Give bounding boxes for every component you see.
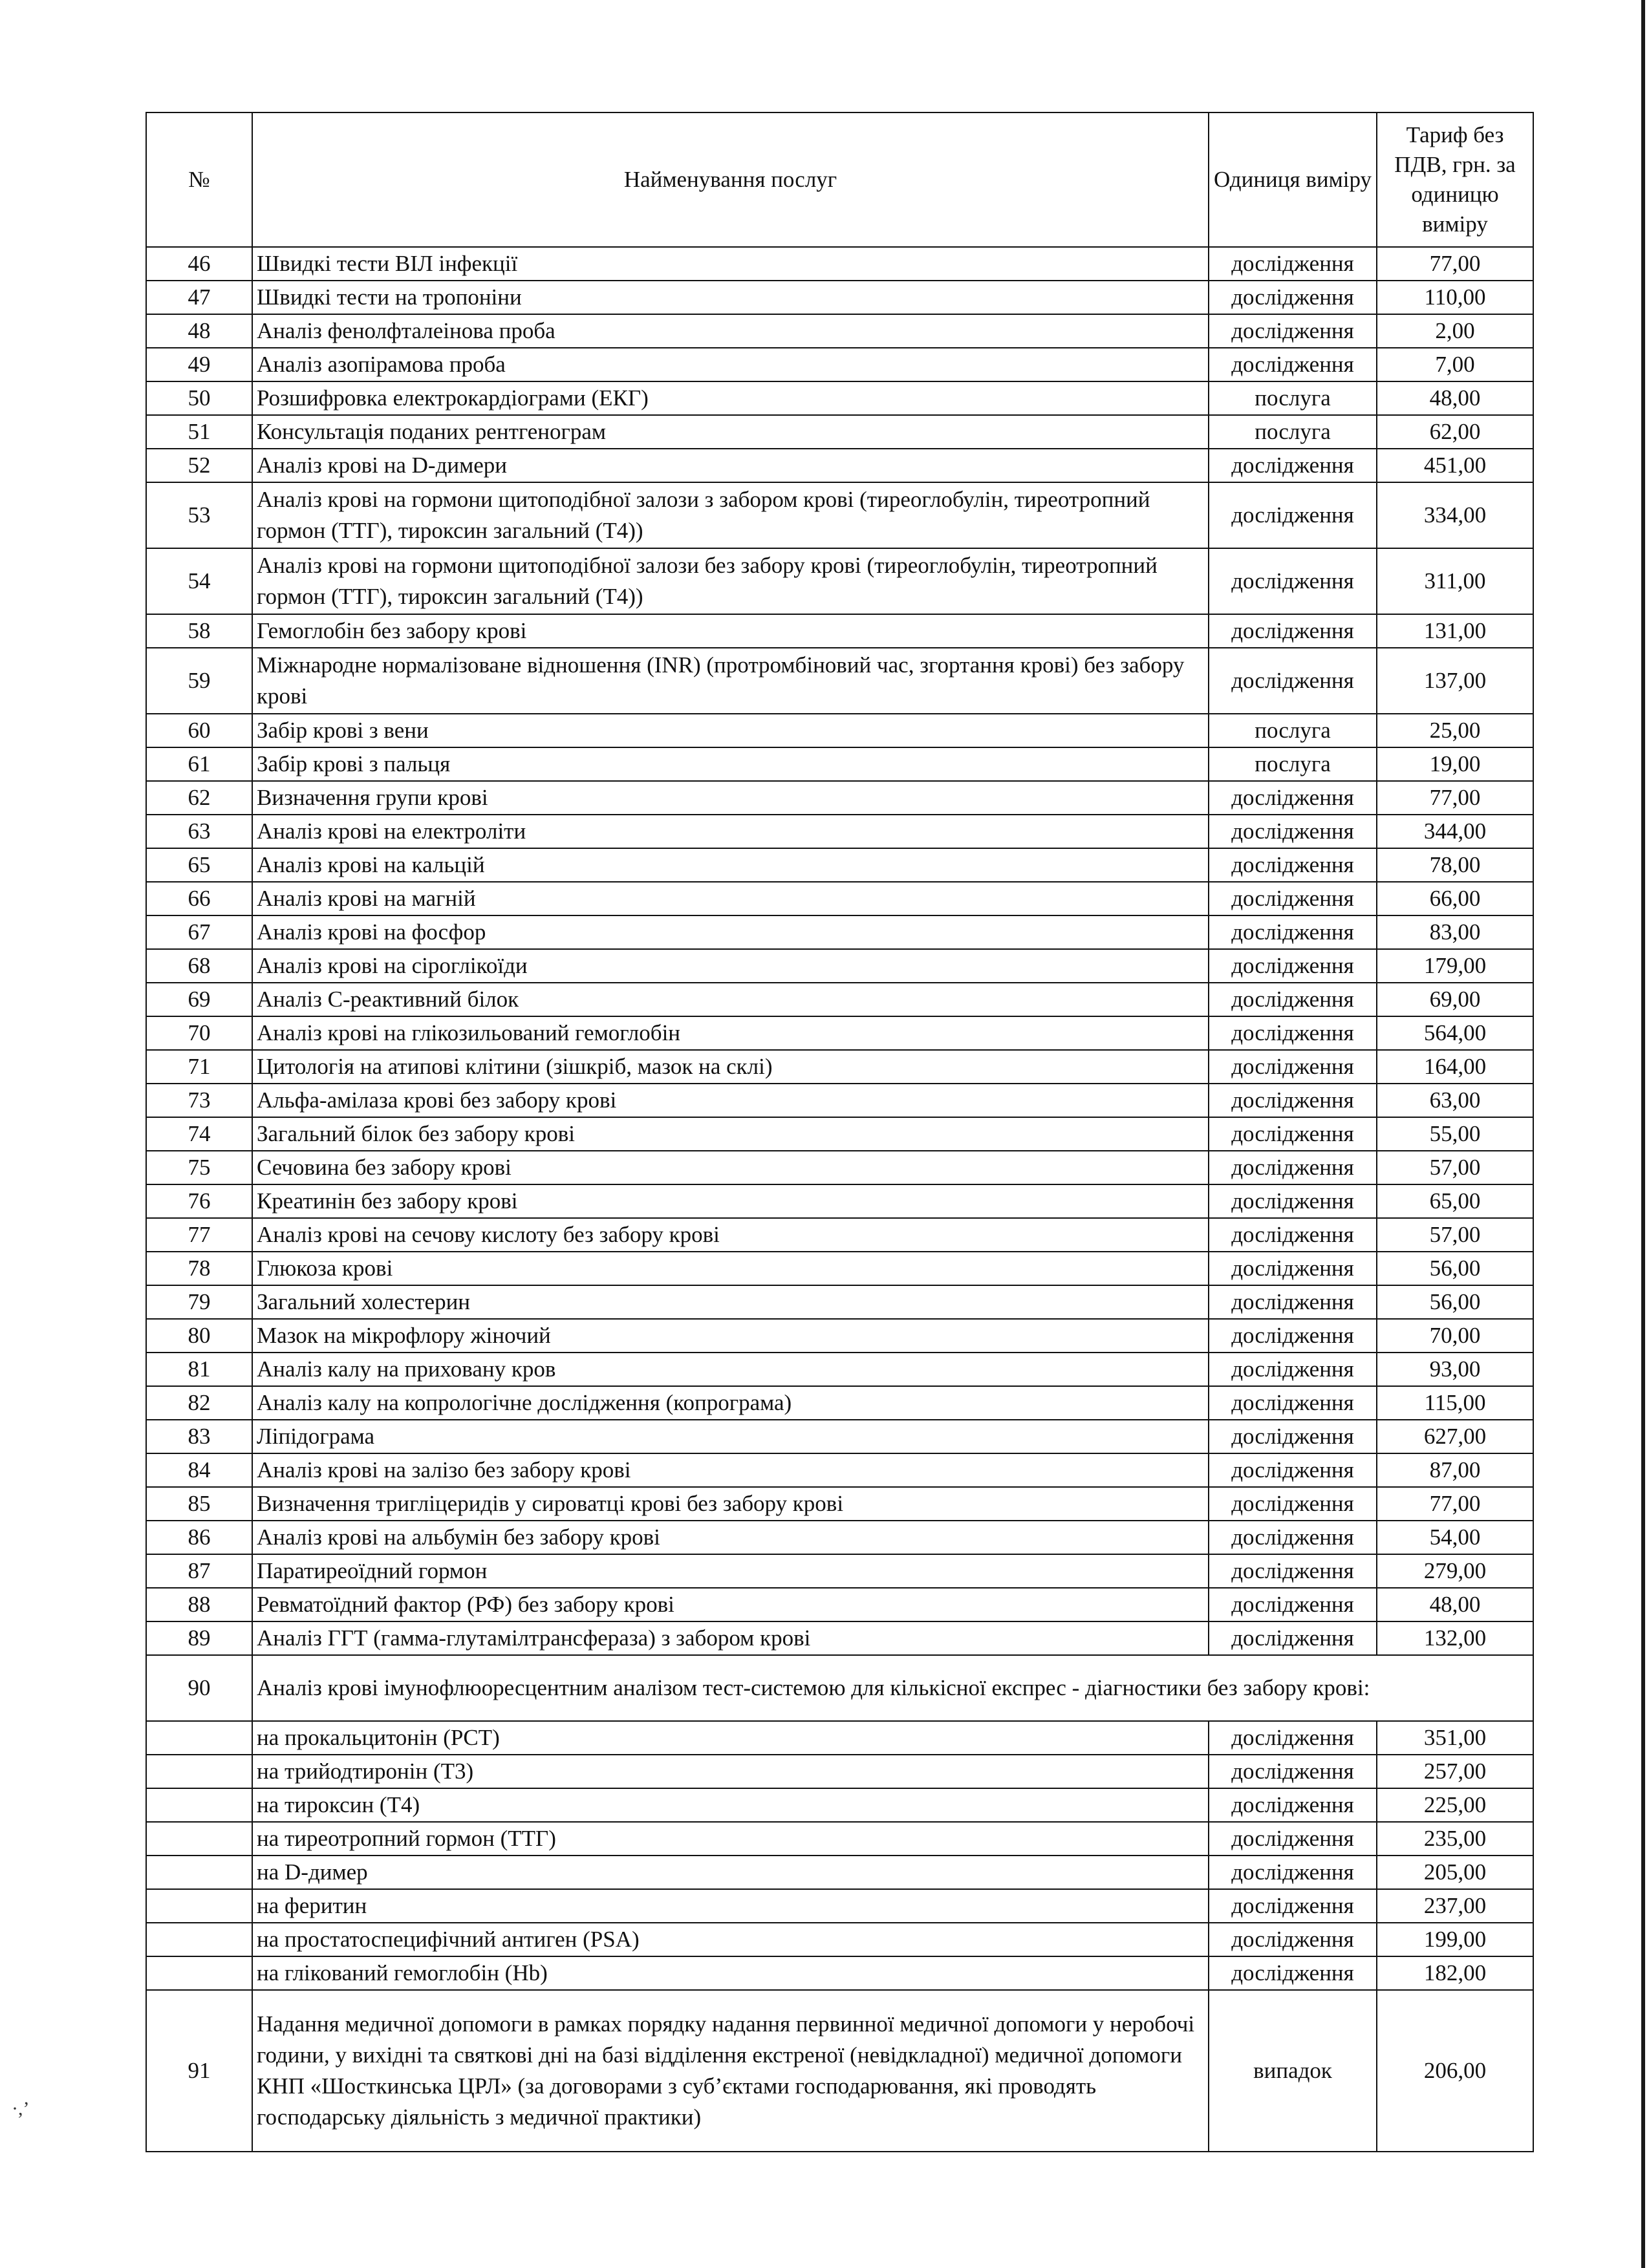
row-number: 84 — [146, 1453, 252, 1487]
group-90-item-row — [146, 1956, 1533, 1990]
service-name: Ліпідограма — [252, 1420, 1209, 1453]
service-price: 77,00 — [1377, 781, 1533, 815]
service-name: Аналіз С-реактивний білок — [252, 983, 1209, 1016]
group-90-item-unit: дослідження — [1209, 1822, 1377, 1856]
service-name: Креатинін без забору крові — [252, 1184, 1209, 1218]
service-name: Сечовина без забору крові — [252, 1151, 1209, 1184]
service-price: 78,00 — [1377, 848, 1533, 882]
group-90-item-number-empty — [146, 1856, 252, 1889]
service-unit: дослідження — [1209, 449, 1377, 482]
table-row — [146, 1353, 1533, 1386]
group-90-item-unit: дослідження — [1209, 1856, 1377, 1889]
service-unit: дослідження — [1209, 781, 1377, 815]
row-number: 74 — [146, 1117, 252, 1151]
service-name: Аналіз ГГТ (гамма-глутамілтрансфераза) з забором крові — [252, 1621, 1209, 1655]
service-name: Альфа-амілаза крові без забору крові — [252, 1084, 1209, 1117]
service-price: 279,00 — [1377, 1554, 1533, 1588]
table-row-91 — [146, 1990, 1533, 2152]
row-number: 52 — [146, 449, 252, 482]
service-name: Аналіз крові на гормони щитоподібної залози з забором крові (тиреоглобулін, тиреотропний гормон (ТТГ), тироксин загальний (Т4)) — [252, 482, 1209, 548]
service-unit: дослідження — [1209, 815, 1377, 848]
table-row — [146, 348, 1533, 381]
service-unit: дослідження — [1209, 314, 1377, 348]
service-price: 48,00 — [1377, 381, 1533, 415]
service-name: Аналіз крові на гормони щитоподібної залози без забору крові (тиреоглобулін, тиреотропний гормон (ТТГ), тироксин загальний (Т4)) — [252, 548, 1209, 614]
service-unit: дослідження — [1209, 648, 1377, 714]
tariff-table-wrapper — [146, 112, 1533, 2152]
table-row — [146, 1050, 1533, 1084]
service-unit: дослідження — [1209, 548, 1377, 614]
service-price: 2,00 — [1377, 314, 1533, 348]
service-price: 344,00 — [1377, 815, 1533, 848]
service-price: 451,00 — [1377, 449, 1533, 482]
group-90-item-name: на простатоспецифічний антиген (PSA) — [252, 1923, 1209, 1956]
service-price: 57,00 — [1377, 1218, 1533, 1252]
table-row — [146, 1621, 1533, 1655]
row-number: 60 — [146, 714, 252, 747]
group-90-item-price: 225,00 — [1377, 1788, 1533, 1822]
service-price: 70,00 — [1377, 1319, 1533, 1353]
service-unit: дослідження — [1209, 1117, 1377, 1151]
header-price: Тариф без ПДВ, грн. за одиницю виміру — [1377, 112, 1533, 247]
service-unit: дослідження — [1209, 882, 1377, 915]
service-unit: дослідження — [1209, 1050, 1377, 1084]
service-unit: дослідження — [1209, 1319, 1377, 1353]
service-price: 7,00 — [1377, 348, 1533, 381]
table-row — [146, 983, 1533, 1016]
row-number: 65 — [146, 848, 252, 882]
service-unit: дослідження — [1209, 1084, 1377, 1117]
service-name: Аналіз крові на залізо без забору крові — [252, 1453, 1209, 1487]
service-name: Гемоглобін без забору крові — [252, 614, 1209, 648]
service-name: Ревматоїдний фактор (РФ) без забору крові — [252, 1588, 1209, 1621]
table-row — [146, 482, 1533, 548]
service-unit: дослідження — [1209, 949, 1377, 983]
table-header-row — [146, 112, 1533, 247]
service-unit: дослідження — [1209, 1285, 1377, 1319]
group-90-item-number-empty — [146, 1889, 252, 1923]
row-number: 54 — [146, 548, 252, 614]
service-name: Аналіз крові на сіроглікоїди — [252, 949, 1209, 983]
row-number: 63 — [146, 815, 252, 848]
group-90-item-row — [146, 1856, 1533, 1889]
group-90-item-name: на D-димер — [252, 1856, 1209, 1889]
table-row — [146, 915, 1533, 949]
service-name: Аналіз калу на копрологічне дослідження (копрограма) — [252, 1386, 1209, 1420]
service-unit: дослідження — [1209, 1420, 1377, 1453]
service-name: Визначення групи крові — [252, 781, 1209, 815]
table-row — [146, 1386, 1533, 1420]
service-unit: дослідження — [1209, 348, 1377, 381]
row-number: 76 — [146, 1184, 252, 1218]
table-row — [146, 1554, 1533, 1588]
service-unit: дослідження — [1209, 1487, 1377, 1521]
service-price: 164,00 — [1377, 1050, 1533, 1084]
service-name: Аналіз крові на сечову кислоту без забору крові — [252, 1218, 1209, 1252]
row-number: 80 — [146, 1319, 252, 1353]
group-90-number: 90 — [146, 1655, 252, 1721]
group-90-item-number-empty — [146, 1788, 252, 1822]
table-row — [146, 415, 1533, 449]
group-90-item-name: на прокальцитонін (PCT) — [252, 1721, 1209, 1755]
service-unit: дослідження — [1209, 1453, 1377, 1487]
service-price: 110,00 — [1377, 281, 1533, 314]
group-90-item-name: на феритин — [252, 1889, 1209, 1923]
service-unit: дослідження — [1209, 1386, 1377, 1420]
group-90-item-row — [146, 1721, 1533, 1755]
row-number: 73 — [146, 1084, 252, 1117]
service-unit: послуга — [1209, 714, 1377, 747]
service-price: 83,00 — [1377, 915, 1533, 949]
service-name: Розшифровка електрокардіограми (ЕКГ) — [252, 381, 1209, 415]
group-90-item-name: на тироксин (Т4) — [252, 1788, 1209, 1822]
group-90-item-row — [146, 1889, 1533, 1923]
row-number: 67 — [146, 915, 252, 949]
table-body — [146, 247, 1533, 2152]
group-90-item-unit: дослідження — [1209, 1956, 1377, 1990]
table-row — [146, 1319, 1533, 1353]
service-price: 56,00 — [1377, 1252, 1533, 1285]
group-90-item-row — [146, 1923, 1533, 1956]
service-price: 311,00 — [1377, 548, 1533, 614]
service-unit: дослідження — [1209, 281, 1377, 314]
service-unit: дослідження — [1209, 482, 1377, 548]
header-num: № — [146, 112, 252, 247]
group-90-item-unit: дослідження — [1209, 1889, 1377, 1923]
row-number: 83 — [146, 1420, 252, 1453]
row-number: 71 — [146, 1050, 252, 1084]
table-row — [146, 714, 1533, 747]
service-price: 56,00 — [1377, 1285, 1533, 1319]
service-unit: дослідження — [1209, 614, 1377, 648]
service-price: 137,00 — [1377, 648, 1533, 714]
row-number: 82 — [146, 1386, 252, 1420]
service-price: 55,00 — [1377, 1117, 1533, 1151]
service-name: Цитологія на атипові клітини (зішкріб, мазок на склі) — [252, 1050, 1209, 1084]
row-number: 49 — [146, 348, 252, 381]
table-row — [146, 747, 1533, 781]
service-price: 115,00 — [1377, 1386, 1533, 1420]
header-service-name: Найменування послуг — [252, 112, 1209, 247]
service-name: Аналіз крові на D-димери — [252, 449, 1209, 482]
service-name: Аналіз фенолфталеінова проба — [252, 314, 1209, 348]
row-number: 62 — [146, 781, 252, 815]
group-90-item-unit: дослідження — [1209, 1755, 1377, 1788]
service-unit: дослідження — [1209, 1521, 1377, 1554]
row-number: 75 — [146, 1151, 252, 1184]
service-price: 48,00 — [1377, 1588, 1533, 1621]
table-row — [146, 1016, 1533, 1050]
table-row — [146, 381, 1533, 415]
service-name: Загальний білок без забору крові — [252, 1117, 1209, 1151]
row-number: 50 — [146, 381, 252, 415]
service-unit: дослідження — [1209, 1554, 1377, 1588]
row-number: 86 — [146, 1521, 252, 1554]
group-90-item-number-empty — [146, 1755, 252, 1788]
table-row — [146, 314, 1533, 348]
service-price: 25,00 — [1377, 714, 1533, 747]
service-unit: дослідження — [1209, 983, 1377, 1016]
row-number: 59 — [146, 648, 252, 714]
service-price: 93,00 — [1377, 1353, 1533, 1386]
service-unit: дослідження — [1209, 1184, 1377, 1218]
service-unit: послуга — [1209, 747, 1377, 781]
service-unit: дослідження — [1209, 1353, 1377, 1386]
service-unit: дослідження — [1209, 1218, 1377, 1252]
table-row — [146, 815, 1533, 848]
table-row — [146, 1184, 1533, 1218]
group-90-item-price: 237,00 — [1377, 1889, 1533, 1923]
service-price: 77,00 — [1377, 247, 1533, 281]
row-number: 70 — [146, 1016, 252, 1050]
row-number: 87 — [146, 1554, 252, 1588]
service-price: 131,00 — [1377, 614, 1533, 648]
group-90-item-price: 199,00 — [1377, 1923, 1533, 1956]
service-name: Забір крові з пальця — [252, 747, 1209, 781]
service-name: Глюкоза крові — [252, 1252, 1209, 1285]
service-unit: дослідження — [1209, 1016, 1377, 1050]
group-90-item-price: 257,00 — [1377, 1755, 1533, 1788]
service-unit: послуга — [1209, 381, 1377, 415]
service-name: Аналіз крові на кальцій — [252, 848, 1209, 882]
header-unit: Одиниця виміру — [1209, 112, 1377, 247]
service-price: 77,00 — [1377, 1487, 1533, 1521]
table-row — [146, 648, 1533, 714]
group-90-item-unit: дослідження — [1209, 1788, 1377, 1822]
row-number: 69 — [146, 983, 252, 1016]
service-price: 19,00 — [1377, 747, 1533, 781]
service-name: Забір крові з вени — [252, 714, 1209, 747]
service-name: Консультація поданих рентгенограм — [252, 415, 1209, 449]
row-number: 89 — [146, 1621, 252, 1655]
service-name: Аналіз калу на приховану кров — [252, 1353, 1209, 1386]
group-90-item-price: 182,00 — [1377, 1956, 1533, 1990]
group-90-item-number-empty — [146, 1923, 252, 1956]
service-name: Загальний холестерин — [252, 1285, 1209, 1319]
service-name: Аналіз крові на електроліти — [252, 815, 1209, 848]
group-90-item-number-empty — [146, 1956, 252, 1990]
group-90-item-price: 205,00 — [1377, 1856, 1533, 1889]
service-name: Визначення тригліцеридів у сироватці крові без забору крові — [252, 1487, 1209, 1521]
row-number: 58 — [146, 614, 252, 648]
table-row — [146, 281, 1533, 314]
group-90-item-unit: дослідження — [1209, 1923, 1377, 1956]
service-name: Міжнародне нормалізоване відношення (INR) (протромбіновий час, згортання крові) без забору крові — [252, 648, 1209, 714]
service-unit: дослідження — [1209, 247, 1377, 281]
service-unit: дослідження — [1209, 1588, 1377, 1621]
service-price: 132,00 — [1377, 1621, 1533, 1655]
table-row — [146, 882, 1533, 915]
service-unit: дослідження — [1209, 848, 1377, 882]
table-row — [146, 548, 1533, 614]
row-number: 77 — [146, 1218, 252, 1252]
group-90-item-row — [146, 1822, 1533, 1856]
row-number: 53 — [146, 482, 252, 548]
table-row — [146, 848, 1533, 882]
group-90-title: Аналіз крові імунофлюоресцентним аналізом тест-системою для кількісної експрес - діагностики без забору крові: — [252, 1655, 1533, 1721]
service-unit: дослідження — [1209, 1621, 1377, 1655]
service-price: 57,00 — [1377, 1151, 1533, 1184]
table-row — [146, 1285, 1533, 1319]
service-name: Аналіз азопірамова проба — [252, 348, 1209, 381]
service-name: Паратиреоїдний гормон — [252, 1554, 1209, 1588]
service-price: 87,00 — [1377, 1453, 1533, 1487]
group-90-item-name: на трийодтиронін (Т3) — [252, 1755, 1209, 1788]
table-row — [146, 1453, 1533, 1487]
service-name: Швидкі тести на тропоніни — [252, 281, 1209, 314]
service-name: Швидкі тести ВІЛ інфекції — [252, 247, 1209, 281]
row-number: 85 — [146, 1487, 252, 1521]
table-row — [146, 1588, 1533, 1621]
service-name: Аналіз крові на магній — [252, 882, 1209, 915]
service-price: 564,00 — [1377, 1016, 1533, 1050]
table-row — [146, 1084, 1533, 1117]
group-90-item-price: 235,00 — [1377, 1822, 1533, 1856]
row-number: 91 — [146, 1990, 252, 2152]
service-price: 179,00 — [1377, 949, 1533, 983]
group-90-title-row — [146, 1655, 1533, 1721]
group-90-item-name: на глікований гемоглобін (Hb) — [252, 1956, 1209, 1990]
service-price: 206,00 — [1377, 1990, 1533, 2152]
group-90-item-unit: дослідження — [1209, 1721, 1377, 1755]
service-price: 66,00 — [1377, 882, 1533, 915]
row-number: 48 — [146, 314, 252, 348]
group-90-item-name: на тиреотропний гормон (ТТГ) — [252, 1822, 1209, 1856]
table-row — [146, 247, 1533, 281]
row-number: 81 — [146, 1353, 252, 1386]
group-90-item-number-empty — [146, 1822, 252, 1856]
service-name: Мазок на мікрофлору жіночий — [252, 1319, 1209, 1353]
service-unit: дослідження — [1209, 1252, 1377, 1285]
row-number: 61 — [146, 747, 252, 781]
table-row — [146, 781, 1533, 815]
service-price: 63,00 — [1377, 1084, 1533, 1117]
table-row — [146, 1252, 1533, 1285]
group-90-item-number-empty — [146, 1721, 252, 1755]
service-name: Аналіз крові на альбумін без забору крові — [252, 1521, 1209, 1554]
table-row — [146, 1487, 1533, 1521]
service-unit: випадок — [1209, 1990, 1377, 2152]
table-row — [146, 1521, 1533, 1554]
tariff-table — [146, 112, 1534, 2152]
service-name: Надання медичної допомоги в рамках порядку надання первинної медичної допомоги у неробочі години, у вихідні та святкові дні на базі відділення екстреної (невідкладної) медичної допомоги КНП «Шосткинська ЦРЛ» (за договорами з суб’єктами господарювання, які проводять господарську діяльність з медичної практики) — [252, 1990, 1209, 2152]
table-row — [146, 1151, 1533, 1184]
scan-artifact-mark: ·,’ — [12, 2098, 30, 2119]
table-row — [146, 614, 1533, 648]
service-price: 54,00 — [1377, 1521, 1533, 1554]
row-number: 66 — [146, 882, 252, 915]
service-unit: дослідження — [1209, 1151, 1377, 1184]
service-unit: дослідження — [1209, 915, 1377, 949]
service-name: Аналіз крові на глікозильований гемоглобін — [252, 1016, 1209, 1050]
service-name: Аналіз крові на фосфор — [252, 915, 1209, 949]
service-price: 65,00 — [1377, 1184, 1533, 1218]
table-row — [146, 949, 1533, 983]
table-row — [146, 1420, 1533, 1453]
row-number: 68 — [146, 949, 252, 983]
service-price: 627,00 — [1377, 1420, 1533, 1453]
row-number: 47 — [146, 281, 252, 314]
group-90-item-price: 351,00 — [1377, 1721, 1533, 1755]
group-90-item-row — [146, 1755, 1533, 1788]
service-price: 334,00 — [1377, 482, 1533, 548]
group-90-item-row — [146, 1788, 1533, 1822]
service-price: 69,00 — [1377, 983, 1533, 1016]
table-row — [146, 449, 1533, 482]
row-number: 88 — [146, 1588, 252, 1621]
table-row — [146, 1218, 1533, 1252]
service-unit: послуга — [1209, 415, 1377, 449]
table-row — [146, 1117, 1533, 1151]
scan-page-edge — [1641, 0, 1645, 2268]
row-number: 79 — [146, 1285, 252, 1319]
row-number: 78 — [146, 1252, 252, 1285]
service-price: 62,00 — [1377, 415, 1533, 449]
row-number: 51 — [146, 415, 252, 449]
row-number: 46 — [146, 247, 252, 281]
